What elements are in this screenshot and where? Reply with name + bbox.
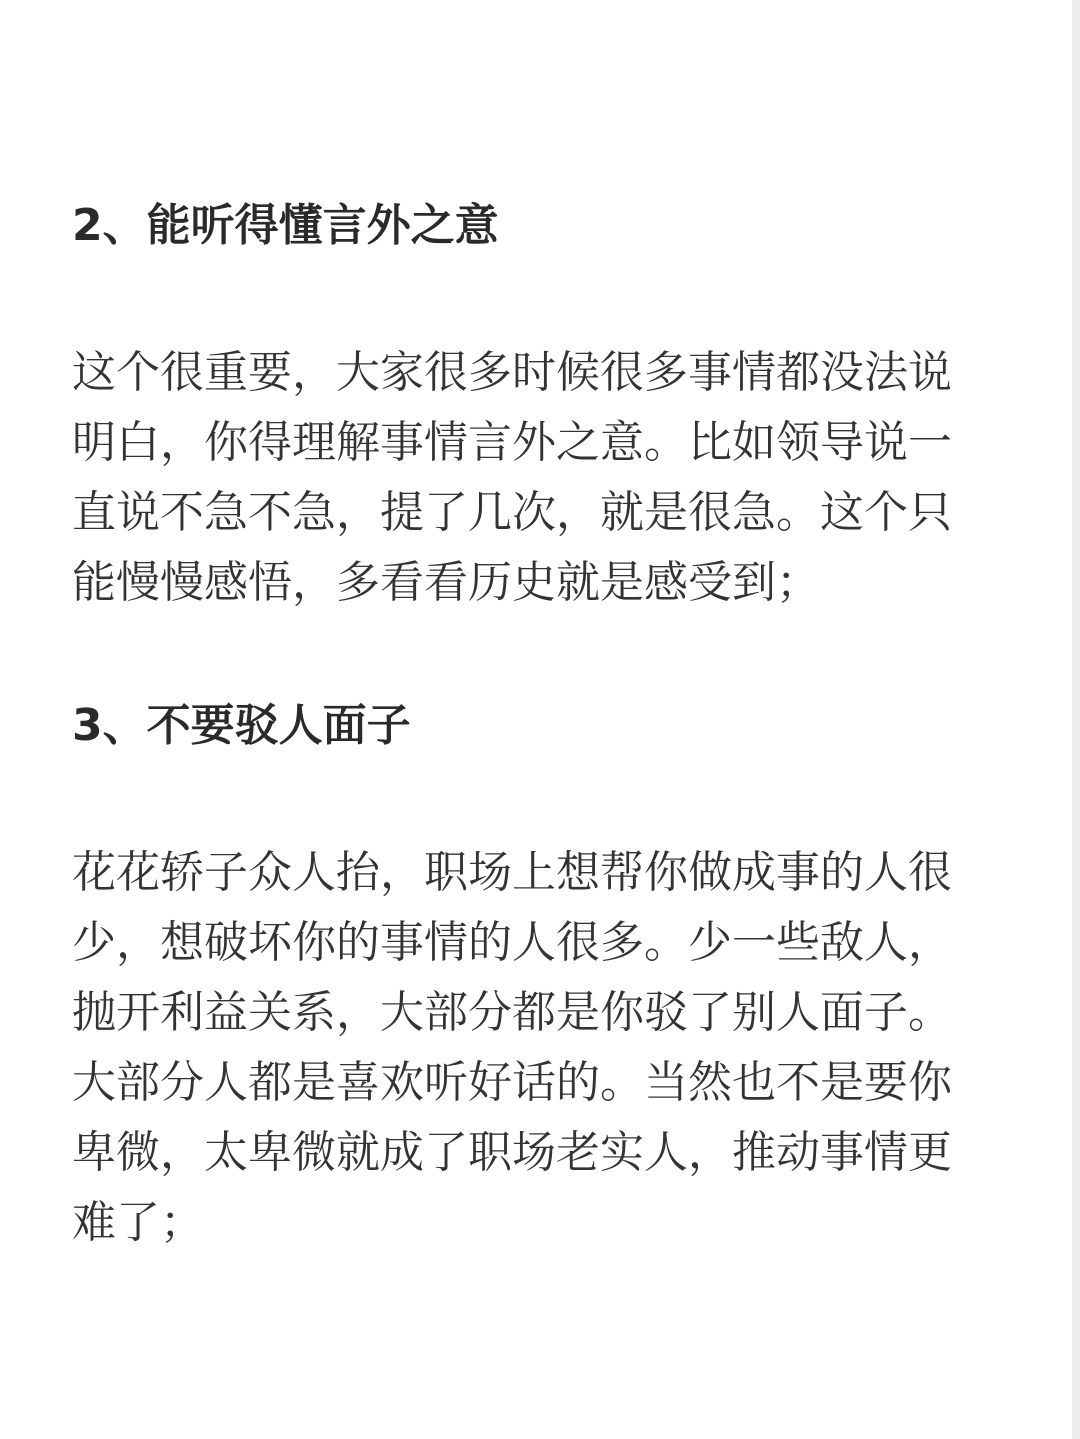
paragraph-line: 难了；: [72, 1197, 204, 1248]
section-paragraph-3: [72, 838, 1002, 1258]
section-heading-2: 2、能听得懂言外之意: [72, 200, 499, 251]
paragraph-line: 直说不急不急，提了几次，就是很急。这个只: [72, 487, 952, 538]
paragraph-line: 卑微，太卑微就成了职场老实人，推动事情更: [72, 1127, 952, 1178]
paragraph-line: 少，想破坏你的事情的人很多。少一些敌人，: [72, 917, 952, 968]
scrollbar-track: [1072, 0, 1080, 1439]
paragraph-line: 明白，你得理解事情言外之意。比如领导说一: [72, 417, 952, 468]
paragraph-line: 大部分人都是喜欢听好话的。当然也不是要你: [72, 1057, 952, 1108]
section-paragraph-2: [72, 338, 1002, 618]
section-heading-3: 3、不要驳人面子: [72, 700, 411, 751]
paragraph-line: 抛开利益关系，大部分都是你驳了别人面子。: [72, 987, 952, 1038]
paragraph-line: 花花轿子众人抬，职场上想帮你做成事的人很: [72, 847, 952, 898]
paragraph-line: 能慢慢感悟，多看看历史就是感受到；: [72, 557, 820, 608]
paragraph-line: 这个很重要，大家很多时候很多事情都没法说: [72, 347, 952, 398]
